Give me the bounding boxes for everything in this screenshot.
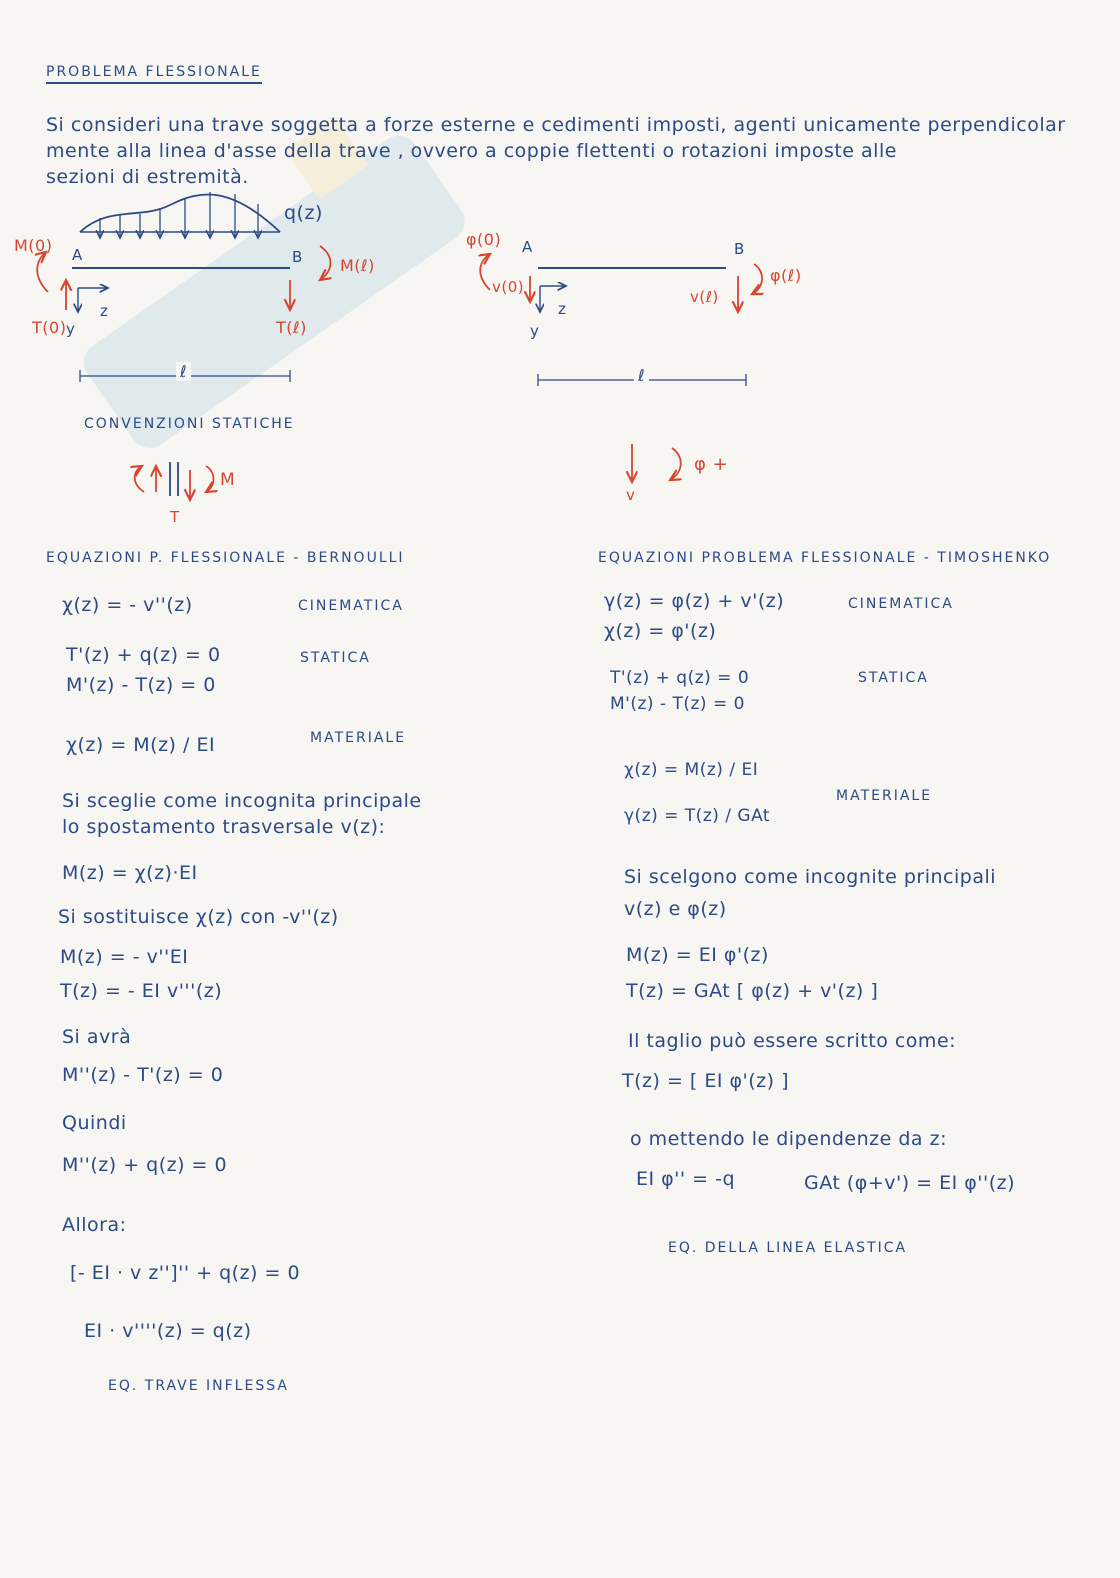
bernoulli-eq-m: M(z) = χ(z)·EI — [62, 862, 198, 884]
bernoulli-text-3: Si sostituisce χ(z) con -v''(z) — [58, 906, 339, 928]
timoshenko-text-4: o mettendo le dipendenze da z: — [630, 1128, 947, 1150]
point-b-right-label: B — [734, 240, 745, 258]
point-a-right-label: A — [522, 238, 533, 256]
y-axis-label: y — [66, 320, 76, 338]
conv-phi-label: φ + — [694, 454, 729, 475]
bernoulli-text-6: Allora: — [62, 1214, 127, 1236]
timoshenko-sys-2: T(z) = GAt [ φ(z) + v'(z) ] — [626, 980, 879, 1002]
tl-label: T(ℓ) — [276, 318, 307, 337]
right-beam — [480, 254, 762, 386]
timoshenko-text-3: Il taglio può essere scritto come: — [628, 1030, 957, 1052]
timoshenko-mat-eq1: χ(z) = M(z) / EI — [624, 760, 759, 780]
conventions-label: CONVENZIONI STATICHE — [84, 416, 295, 432]
bernoulli-stat-label: STATICA — [300, 650, 371, 666]
timoshenko-eq-f1: EI φ'' = -q — [636, 1168, 736, 1190]
z-axis-label: z — [100, 302, 109, 320]
timoshenko-final-label: EQ. DELLA LINEA ELASTICA — [668, 1240, 908, 1256]
bernoulli-eq-mq: M''(z) + q(z) = 0 — [62, 1154, 228, 1176]
timoshenko-stat-label: STATICA — [858, 670, 929, 686]
point-a-label: A — [72, 246, 83, 264]
bernoulli-eq-m2: M(z) = - v''EI — [60, 946, 189, 968]
bernoulli-kin-label: CINEMATICA — [298, 598, 404, 614]
timoshenko-mat-label: MATERIALE — [836, 788, 933, 804]
timoshenko-sys-1: M(z) = EI φ'(z) — [626, 944, 769, 966]
point-b-label: B — [292, 248, 303, 266]
ml-label: M(ℓ) — [340, 256, 375, 275]
intro-line-2: mente alla linea d'asse della trave , ovvero a coppie flettenti o rotazioni imposte alle — [46, 140, 897, 162]
z-axis-right-label: z — [558, 300, 567, 318]
bernoulli-eq-t: T(z) = - EI v'''(z) — [60, 980, 223, 1002]
timoshenko-text-1: Si scelgono come incognite principali — [624, 866, 997, 888]
bernoulli-heading: EQUAZIONI P. FLESSIONALE - BERNOULLI — [46, 550, 405, 566]
bernoulli-eq-final: EI · v''''(z) = q(z) — [84, 1320, 252, 1342]
page-title: PROBLEMA FLESSIONALE — [46, 64, 262, 84]
phi0-label: φ(0) — [466, 230, 502, 249]
bernoulli-mat-eq: χ(z) = M(z) / EI — [66, 734, 216, 756]
timoshenko-kin-eq2: χ(z) = φ'(z) — [604, 620, 717, 642]
bernoulli-mat-label: MATERIALE — [310, 730, 407, 746]
conventions-sketch — [135, 444, 681, 500]
timoshenko-kin-eq1: γ(z) = φ(z) + v'(z) — [604, 590, 785, 612]
y-axis-right-label: y — [530, 322, 540, 340]
timoshenko-mat-eq2: γ(z) = T(z) / GAt — [624, 806, 771, 826]
vl-label: v(ℓ) — [690, 288, 719, 306]
length-right-label: ℓ — [634, 366, 649, 385]
timoshenko-stat-eq2: M'(z) - T(z) = 0 — [610, 694, 745, 714]
beam-diagrams — [0, 0, 1120, 560]
timoshenko-eq-t: T(z) = [ EI φ'(z) ] — [622, 1070, 790, 1092]
timoshenko-heading: EQUAZIONI PROBLEMA FLESSIONALE - TIMOSHENKO — [598, 550, 1052, 566]
bernoulli-stat-eq1: T'(z) + q(z) = 0 — [66, 644, 221, 666]
timoshenko-stat-eq1: T'(z) + q(z) = 0 — [610, 668, 750, 688]
bernoulli-kin-eq: χ(z) = - v''(z) — [62, 594, 193, 616]
bernoulli-text-4: Si avrà — [62, 1026, 132, 1048]
phil-label: φ(ℓ) — [770, 266, 802, 285]
t0-label: T(0) — [32, 318, 67, 337]
bernoulli-final-label: EQ. TRAVE INFLESSA — [108, 1378, 289, 1394]
conv-m-label: M — [220, 470, 236, 490]
bernoulli-eq-a: [- EI · v z'']'' + q(z) = 0 — [70, 1262, 301, 1284]
load-label: q(z) — [284, 202, 323, 224]
bernoulli-text-2: lo spostamento trasversale v(z): — [62, 816, 386, 838]
conv-v-label: v — [626, 486, 636, 504]
bernoulli-stat-eq2: M'(z) - T(z) = 0 — [66, 674, 216, 696]
timoshenko-kin-label: CINEMATICA — [848, 596, 954, 612]
conv-t-label: T — [170, 508, 180, 526]
m0-label: M(0) — [14, 236, 53, 255]
intro-line-1: Si consideri una trave soggetta a forze esterne e cedimenti imposti, agenti unicamente perpendicolar — [46, 114, 1066, 136]
bernoulli-text-5: Quindi — [62, 1112, 127, 1134]
length-label: ℓ — [176, 362, 191, 381]
intro-line-3: sezioni di estremità. — [46, 166, 249, 188]
v0-label: v(0) — [492, 278, 525, 296]
bernoulli-text-1: Si sceglie come incognita principale — [62, 790, 422, 812]
timoshenko-eq-f2: GAt (φ+v') = EI φ''(z) — [804, 1172, 1016, 1194]
bernoulli-eq-mt: M''(z) - T'(z) = 0 — [62, 1064, 224, 1086]
timoshenko-text-2: v(z) e φ(z) — [624, 898, 727, 920]
